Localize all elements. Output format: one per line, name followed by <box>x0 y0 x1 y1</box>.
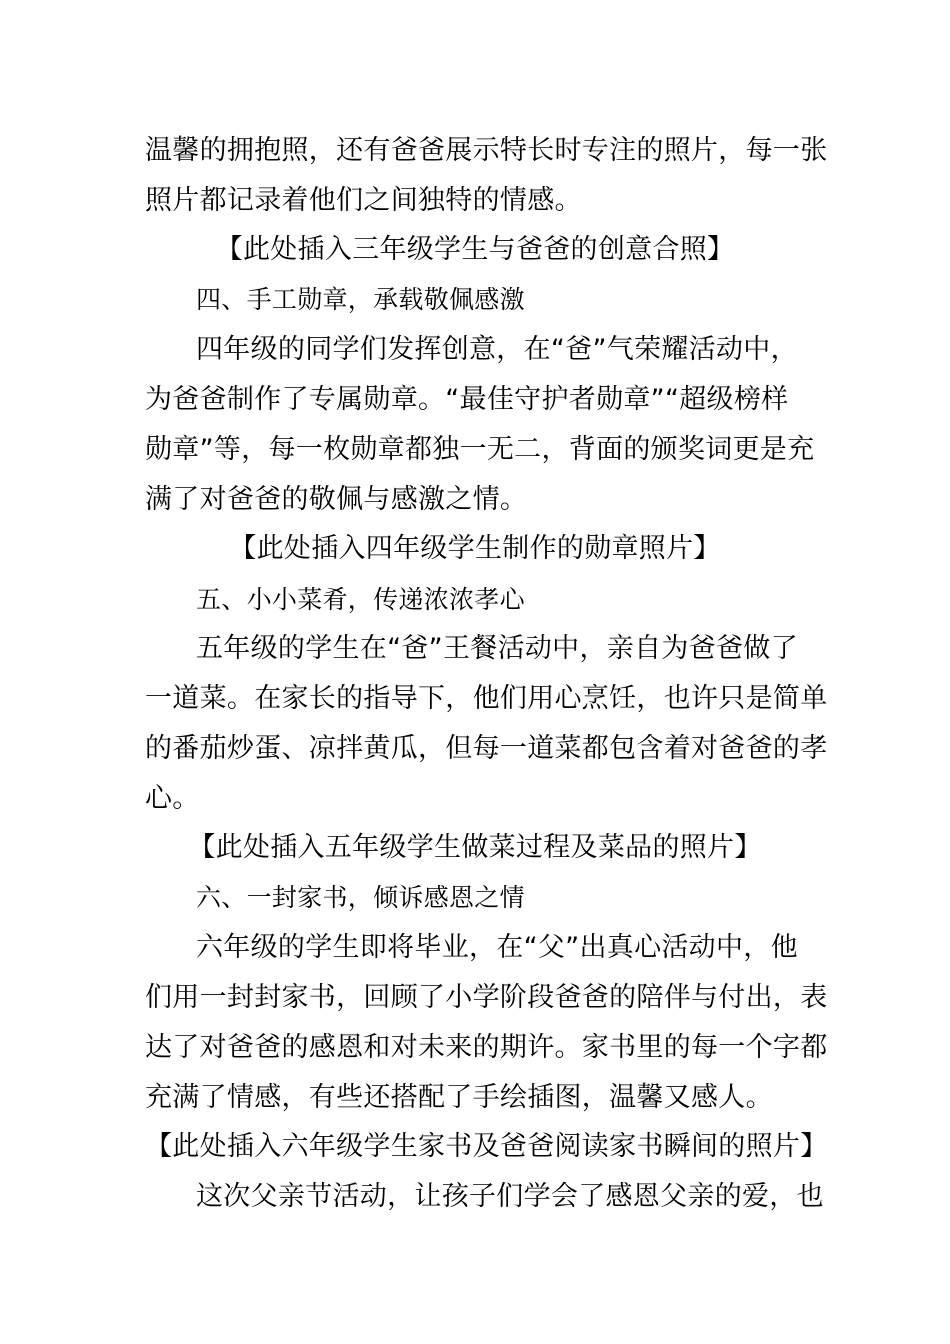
body-text-line: 心。 <box>145 783 200 814</box>
section-heading: 五、小小菜肴，传递浓浓孝心 <box>196 585 525 614</box>
section-heading: 四、手工勋章，承载敬佩感激 <box>196 285 525 314</box>
body-text-line: 一道菜。在家长的指导下，他们用心烹饪，也许只是简单 <box>145 683 828 714</box>
image-placeholder-caption: 【此处插入五年级学生做菜过程及菜品的照片】 <box>188 832 762 863</box>
body-text-line: 这次父亲节活动，让孩子们学会了感恩父亲的爱，也 <box>196 1181 824 1212</box>
section-heading: 六、一封家书，倾诉感恩之情 <box>196 883 525 912</box>
body-text-line: 为爸爸制作了专属勋章。“最佳守护者勋章”“超级榜样 <box>145 384 789 415</box>
body-text-line: 充满了情感，有些还搭配了手绘插图，温馨又感人。 <box>145 1082 773 1113</box>
body-text-line: 六年级的学生即将毕业，在“父”出真心活动中，他 <box>196 932 798 963</box>
body-text-line: 的番茄炒蛋、凉拌黄瓜，但每一道菜都包含着对爸爸的孝 <box>145 733 828 764</box>
body-text-line: 达了对爸爸的感恩和对未来的期许。家书里的每一个字都 <box>145 1032 828 1063</box>
body-text-line: 照片都记录着他们之间独特的情感。 <box>145 185 582 216</box>
image-placeholder-caption: 【此处插入四年级学生制作的勋章照片】 <box>229 533 721 564</box>
body-text-line: 五年级的学生在“爸”王餐活动中，亲自为爸爸做了 <box>196 633 798 664</box>
image-placeholder-caption: 【此处插入六年级学生家书及爸爸阅读家书瞬间的照片】 <box>145 1131 828 1162</box>
image-placeholder-caption: 【此处插入三年级学生与爸爸的创意合照】 <box>215 234 735 265</box>
body-text-line: 温馨的拥抱照，还有爸爸展示特长时专注的照片，每一张 <box>145 135 828 166</box>
body-text-line: 勋章”等，每一枚勋章都独一无二，背面的颁奖词更是充 <box>145 434 815 465</box>
body-text-line: 们用一封封家书，回顾了小学阶段爸爸的陪伴与付出，表 <box>145 982 828 1013</box>
body-text-line: 四年级的同学们发挥创意，在“爸”气荣耀活动中， <box>196 334 798 365</box>
body-text-line: 满了对爸爸的敬佩与感激之情。 <box>145 484 528 515</box>
